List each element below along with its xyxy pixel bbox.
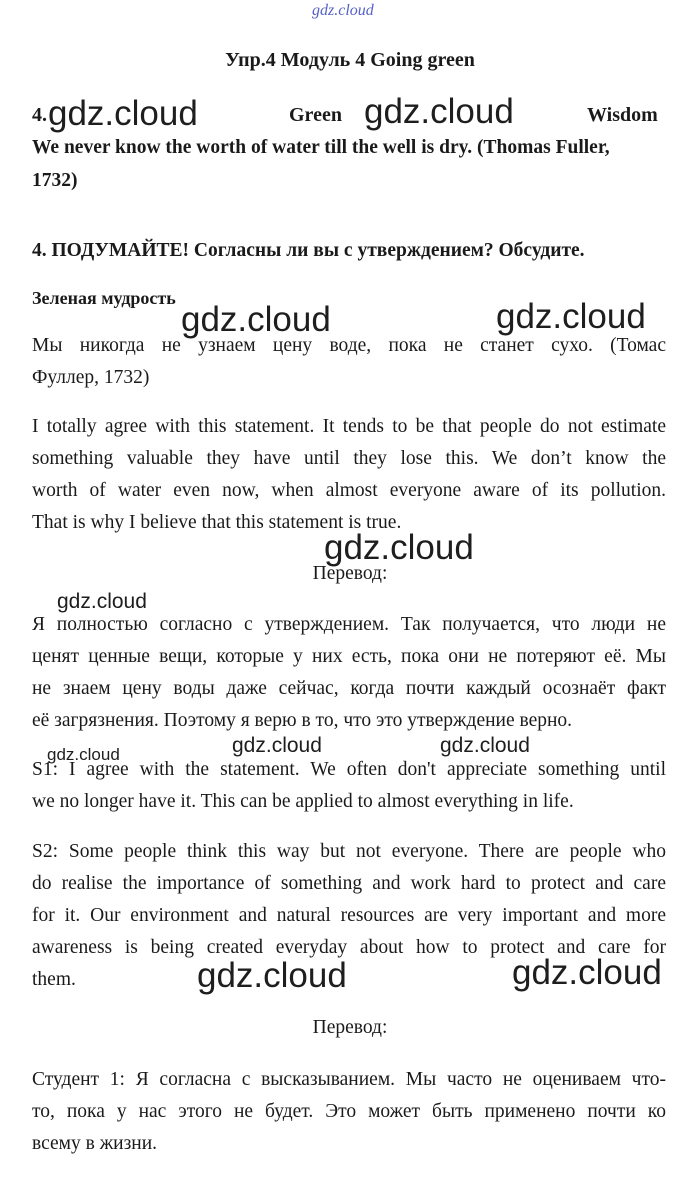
word-green: Green bbox=[289, 104, 342, 126]
answer-ru-line: не знаем цену воды даже сейчас, когда почти каждый осознаёт факт bbox=[32, 678, 666, 699]
page-title: Упр.4 Модуль 4 Going green bbox=[225, 49, 475, 71]
watermark: gdz.cloud bbox=[512, 953, 662, 992]
watermark: gdz.cloud bbox=[48, 94, 198, 133]
quote-ru bbox=[32, 330, 666, 394]
quote-line-1: We never know the worth of water till the well is dry. (Thomas Fuller, bbox=[32, 137, 610, 158]
dialogue-s2-line: awareness is being created everyday about how to protect and care for bbox=[32, 937, 666, 958]
dialogue-s1 bbox=[32, 754, 666, 818]
dialogue-ru bbox=[32, 1064, 666, 1160]
dialogue-s2-line: for it. Our environment and natural resources are very important and more bbox=[32, 905, 666, 926]
quote-ru-line-1: Мы никогда не узнаем цену воде, пока не станет сухо. (Томас bbox=[32, 335, 666, 356]
site-watermark-top: gdz.cloud bbox=[312, 2, 374, 19]
dialogue-s1-line: S1: I agree with the statement. We often don't appreciate something until bbox=[32, 759, 666, 780]
watermark: gdz.cloud bbox=[496, 297, 646, 336]
answer-ru-line: ценят ценные вещи, которые у них есть, пока они не потеряют её. Мы bbox=[32, 646, 666, 667]
exercise-number: 4. bbox=[32, 104, 47, 126]
answer-ru-line: её загрязнения. Поэтому я верю в то, что это утверждение верно. bbox=[32, 710, 573, 731]
quote-line-2: 1732) bbox=[32, 170, 78, 191]
dialogue-s2-line: S2: Some people think this way but not everyone. There are people who bbox=[32, 841, 666, 862]
answer-en-line: worth of water even now, when almost everyone aware of its pollution. bbox=[32, 480, 666, 501]
dialogue-s2-line: them. bbox=[32, 969, 76, 990]
task-instruction: 4. ПОДУМАЙТЕ! Согласны ли вы с утверждением? Обсудите. bbox=[32, 240, 585, 261]
task-subtitle: Зеленая мудрость bbox=[32, 288, 176, 308]
watermark: gdz.cloud bbox=[47, 745, 120, 764]
watermark: gdz.cloud bbox=[181, 300, 331, 339]
dialogue-ru-line: Студент 1: Я согласна с высказыванием. Мы часто не оцениваем что- bbox=[32, 1069, 666, 1090]
watermark: gdz.cloud bbox=[324, 528, 474, 567]
answer-en-line: something valuable they have until they lose this. We don’t know the bbox=[32, 448, 666, 469]
watermark: gdz.cloud bbox=[197, 956, 347, 995]
answer-ru-line: Я полностью согласно с утверждением. Так получается, что люди не bbox=[32, 614, 666, 635]
answer-ru bbox=[32, 609, 666, 737]
dialogue-s2-line: do realise the importance of something and work hard to protect and care bbox=[32, 873, 666, 894]
watermark: gdz.cloud bbox=[440, 734, 530, 757]
answer-en-line: I totally agree with this statement. It tends to be that people do not estimate bbox=[32, 416, 666, 437]
translation-label-2: Перевод: bbox=[312, 1017, 388, 1038]
translation-label-1: Перевод: bbox=[312, 563, 388, 584]
dialogue-s1-line: we no longer have it. This can be applied to almost everything in life. bbox=[32, 791, 574, 812]
watermark: gdz.cloud bbox=[57, 590, 147, 613]
watermark: gdz.cloud bbox=[364, 92, 514, 131]
quote-ru-line-2: Фуллер, 1732) bbox=[32, 367, 150, 388]
answer-en bbox=[32, 411, 666, 539]
answer-en-line: That is why I believe that this statement is true. bbox=[32, 512, 402, 533]
word-wisdom: Wisdom bbox=[587, 104, 658, 126]
dialogue-ru-line: то, пока у нас этого не будет. Это может быть применено почти ко bbox=[32, 1101, 666, 1122]
dialogue-ru-line: всему в жизни. bbox=[32, 1133, 158, 1154]
watermark: gdz.cloud bbox=[232, 734, 322, 757]
